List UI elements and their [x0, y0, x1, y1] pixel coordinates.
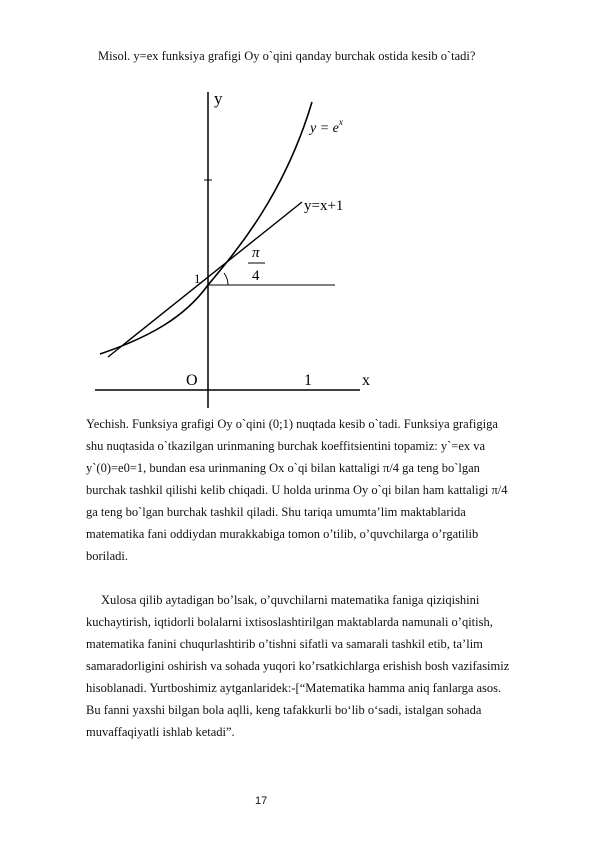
exponential-curve — [100, 102, 312, 354]
solution-line: Yechish. Funksiya grafigi Oy o`qini (0;1) nuqtada kesib o`tadi. Funksiya grafigiga — [86, 417, 498, 431]
solution-line: boriladi. — [86, 549, 129, 563]
angle-numerator: π — [252, 245, 260, 261]
conclusion-line: samaradorligini oshirish va sohada yuqori ko’rsatkichlarga erishish bosh vazifasimiz — [86, 659, 510, 673]
tangent-label: y=x+1 — [304, 198, 344, 214]
solution-line: y`(0)=e0=1, bundan esa urinmaning Ox o`qi bilan kattaligi π/4 ga teng bo`lgan — [86, 461, 480, 475]
solution-line: ga teng bo`lgan burchak tashkil qiladi. Shu tariqa umumta’lim maktablarida — [86, 505, 466, 519]
x-axis-label: x — [362, 372, 370, 389]
angle-arc — [224, 273, 228, 285]
curve-label — [308, 117, 343, 136]
y-tick-label: 1 — [194, 271, 201, 286]
y-axis-label: y — [214, 89, 223, 108]
exponential-graph-figure — [90, 82, 390, 412]
example-title: Misol. y=ex funksiya grafigi Oy o`qini qanday burchak ostida kesib o`tadi? — [98, 49, 476, 63]
curve-label-main: y = e — [310, 121, 339, 136]
curve-label-exponent: x — [338, 117, 343, 127]
solution-line: burchak tashkil qilishi kelib chiqadi. U holda urinma Oy o`qi bilan ham kattaligi π/4 — [86, 483, 508, 497]
conclusion-line: matematika fanini chuqurlashtirib o’tishni sifatli va samarali tashkil etib, ta’lim — [86, 637, 483, 651]
x-tick-label: 1 — [304, 372, 312, 389]
conclusion-line: Xulosa qilib aytadigan bo’lsak, o’quvchilarni matematika faniga qiziqishini — [101, 593, 480, 607]
conclusion-line: muvaffaqiyatli ishlab ketadi”. — [86, 725, 235, 739]
conclusion-line: Bu fanni yaxshi bilgan bola aqlli, keng tafakkurli bo‘lib o‘sadi, istalgan sohada — [86, 703, 482, 717]
angle-denominator: 4 — [252, 268, 260, 284]
solution-line: shu nuqtasida o`tkazilgan urinmaning burchak koeffitsientini topamiz: y`=ex va — [86, 439, 486, 453]
solution-line: matematika fani oddiydan murakkabiga tomon o’tilib, o’quvchilarga o’rgatilib — [86, 527, 479, 541]
origin-label: O — [186, 372, 198, 389]
tangent-line — [108, 202, 302, 357]
conclusion-line: hisoblanadi. Yurtboshimiz aytganlaridek:-[“Matematika hamma aniq fanlarga asos. — [86, 681, 502, 695]
conclusion-line: kuchaytirish, iqtidorli bolalarni ixtisoslashtirilgan maktablarda namunali o’qitish, — [86, 615, 493, 629]
page-number: 17 — [255, 795, 268, 807]
